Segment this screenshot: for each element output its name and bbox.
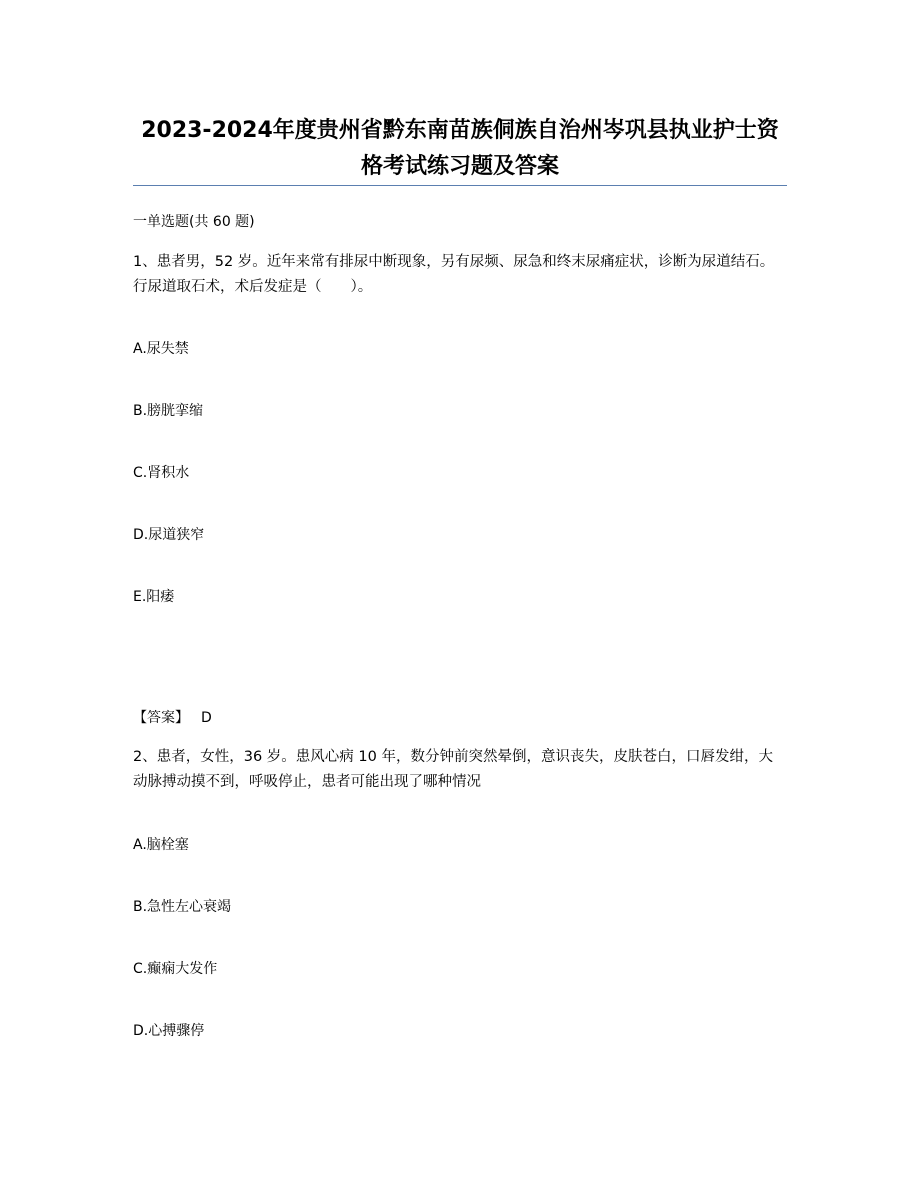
question-2-option-c: C.癫痫大发作	[133, 961, 218, 977]
question-2-option-d: D.心搏骤停	[133, 1023, 205, 1039]
question-2-text: 2、患者，女性，36 岁。患风心病 10 年，数分钟前突然晕倒，意识丧失，皮肤苍白，口唇发绀，大动脉搏动摸不到，呼吸停止，患者可能出现了哪种情况	[133, 749, 773, 790]
question-1-text: 1、患者男，52 岁。近年来常有排尿中断现象，另有尿频、尿急和终末尿痛症状，诊断为尿道结石。行尿道取石术，术后发症是（ ）。	[133, 254, 775, 295]
question-1-option-b: B.膀胱挛缩	[133, 403, 204, 419]
section-label: 一单选题(共 60 题)	[133, 214, 255, 230]
answer-value: D	[201, 710, 212, 726]
question-1-option-d: D.尿道狭窄	[133, 527, 205, 543]
question-1-answer	[133, 708, 212, 728]
question-1-option-e: E.阳痿	[133, 589, 175, 605]
question-2-option-b: B.急性左心衰竭	[133, 899, 232, 915]
title-divider	[133, 185, 787, 186]
document-title: 2023-2024年度贵州省黔东南苗族侗族自治州岑巩县执业护士资格考试练习题及答案	[141, 118, 779, 179]
question-2-option-a: A.脑栓塞	[133, 837, 189, 853]
question-1-option-c: C.肾积水	[133, 465, 190, 481]
question-1-option-a: A.尿失禁	[133, 341, 189, 357]
answer-label: 【答案】	[133, 710, 189, 726]
